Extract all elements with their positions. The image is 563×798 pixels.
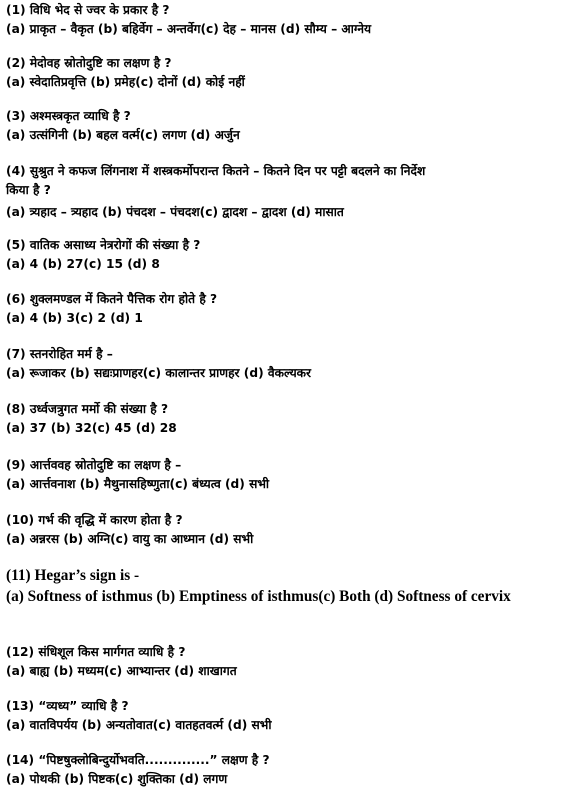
answer-options: (a) स्वेदातिप्रवृत्ति (b) प्रमेह(c) दोनों (d) कोई नहीं [6,75,245,89]
question-text: (13) “व्यध्य” व्याधि है ? [6,699,129,713]
question-text: (3) अश्मस्त्रकृत व्याधि है ? [6,109,131,123]
question-text: (5) वातिक असाध्य नेत्ररोगों की संख्या है ? [6,238,201,252]
question-block-5 [6,236,200,274]
question-block-11 [6,566,546,606]
answer-options: (a) Softness of isthmus (b) Emptiness of isthmus(c) Both (d) Softness of cervix [6,588,511,605]
question-text-continued: किया है ? [6,183,51,197]
question-text: (8) उर्ध्वजत्रुगत मर्मो की संख्या है ? [6,402,169,416]
answer-options: (a) अन्नरस (b) अग्नि(c) वायु का आध्मान (d) सभी [6,532,254,546]
question-text: (9) आर्त्तववह स्रोतोदुष्टि का लक्षण है – [6,458,182,472]
question-text: (14) “पिष्टषुक्लोबिन्दुर्योभवति..............” लक्षण है ? [6,753,270,767]
question-block-10 [6,511,253,549]
question-block-3 [6,107,240,145]
question-text: (11) Hegar’s sign is - [6,567,140,584]
answer-options: (a) त्र्यहाद – त्र्यहाद (b) पंचदश – पंचदश(c) द्वादश – द्वादश (d) मासात [6,205,344,219]
question-block-2 [6,54,245,92]
answer-options: (a) वातविपर्यय (b) अन्यतोवात(c) वातहतवर्त्म (d) सभी [6,718,272,732]
answer-options: (a) रूजाकर (b) सद्यःप्राणहर(c) कालान्तर प्राणहर (d) वैकल्यकर [6,366,312,380]
question-block-8 [6,400,177,438]
question-text: (4) सुश्रुत ने कफज लिंगनाश में शस्त्रकर्मोपरान्त कितने – कितने दिन पर पट्टी बदलने का निर्देश [6,164,426,178]
question-block-9 [6,456,269,494]
question-block-14 [6,751,270,789]
answer-options: (a) आर्त्तवनाश (b) मैथुनासहिष्णुता(c) बंध्यत्व (d) सभी [6,477,270,491]
answer-options: (a) 37 (b) 32(c) 45 (d) 28 [6,421,177,435]
answer-options: (a) 4 (b) 3(c) 2 (d) 1 [6,311,143,325]
answer-options: (a) प्राकृत – वैकृत (b) बहिर्वेग – अन्तर्वेग(c) देह – मानस (d) सौम्य – आग्नेय [6,22,372,36]
question-text: (6) शुक्लमण्डल में कितने पैत्तिक रोग होते है ? [6,292,218,306]
question-block-4 [6,162,425,222]
question-text: (1) विधि भेद से ज्वर के प्रकार है ? [6,3,170,17]
question-block-7 [6,345,311,383]
question-text: (10) गर्भ की वृद्धि में कारण होता है ? [6,513,183,527]
question-text: (7) स्तनरोहित मर्म है – [6,347,113,361]
question-text: (2) मेदोवह स्रोतोदुष्टि का लक्षण है ? [6,56,172,70]
answer-options: (a) पोथकी (b) पिष्टक(c) शुक्तिका (d) लगण [6,772,228,786]
question-block-12 [6,643,237,681]
question-block-13 [6,697,272,735]
answer-options: (a) 4 (b) 27(c) 15 (d) 8 [6,257,160,271]
question-text: (12) संधिशूल किस मार्गगत व्याधि है ? [6,645,186,659]
question-block-6 [6,290,217,328]
answer-options: (a) बाह्य (b) मध्यम(c) आभ्यान्तर (d) शाखागत [6,664,237,678]
answer-options: (a) उत्संगिनी (b) बहल वर्त्म(c) लगण (d) अर्जुन [6,128,240,142]
question-block-1 [6,1,371,39]
